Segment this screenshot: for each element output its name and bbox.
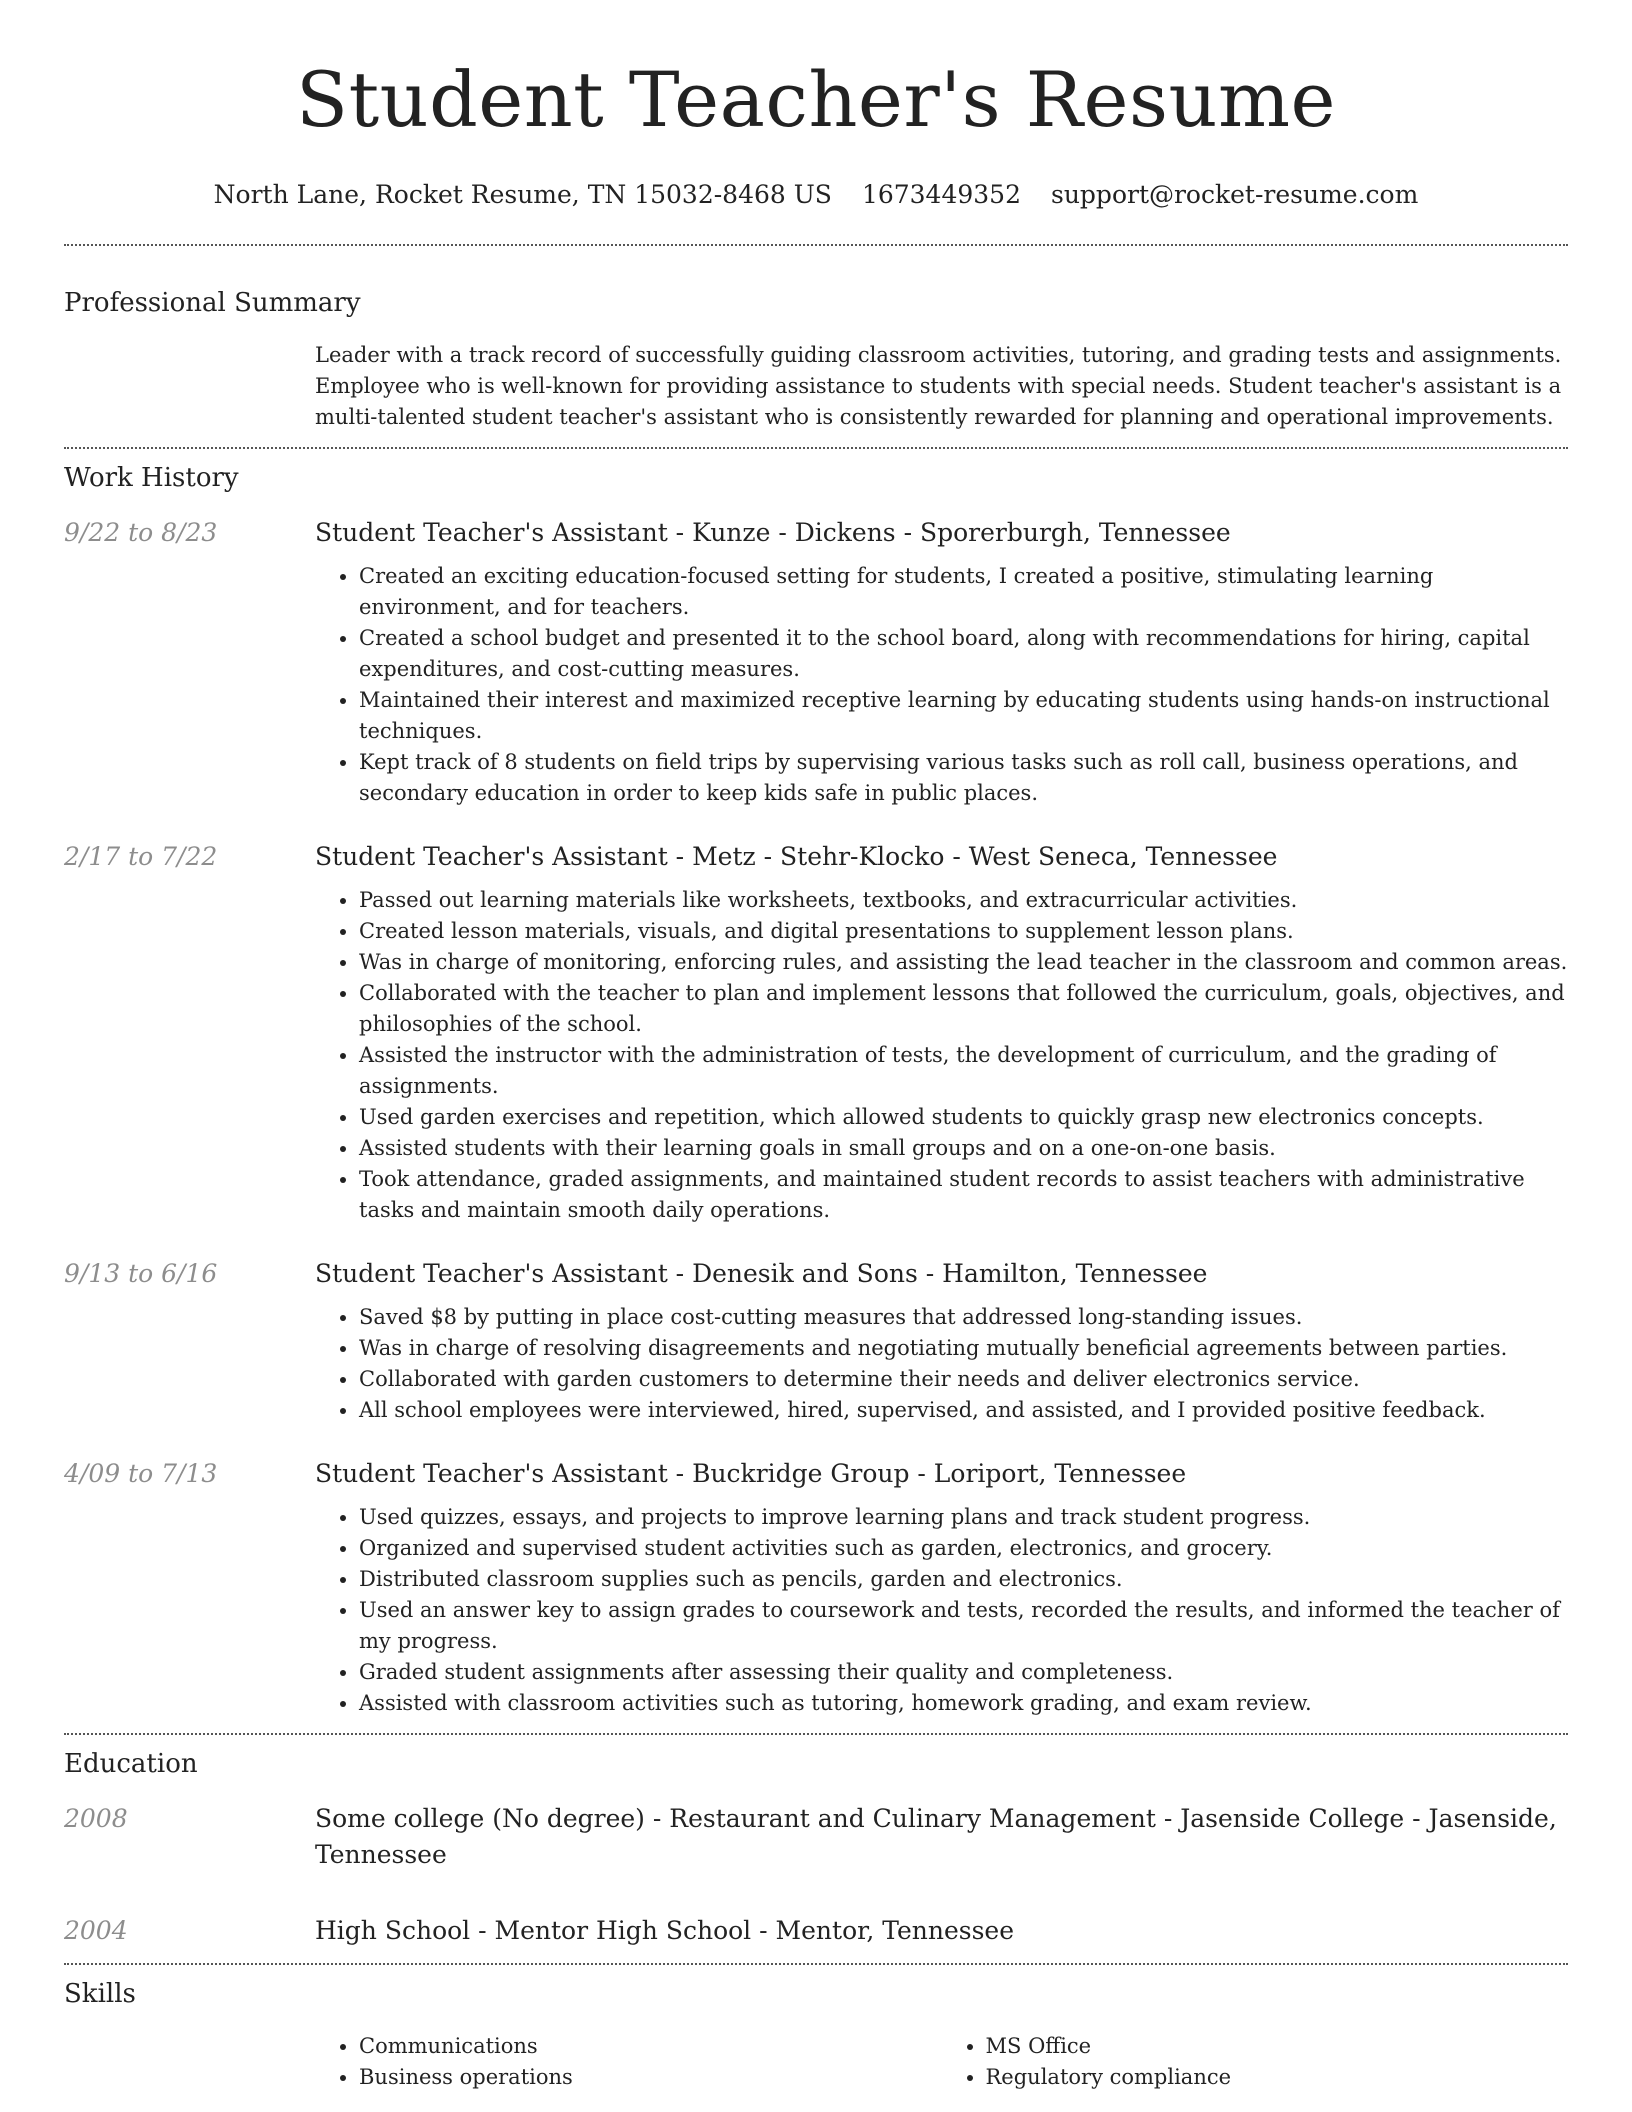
section-divider xyxy=(64,1733,1568,1735)
job-bullet: • Created lesson materials, visuals, and digital presentations to supplement lesson plans. xyxy=(359,916,1568,947)
job-title xyxy=(315,1456,1568,1492)
education-entry xyxy=(64,1801,1568,1873)
job-title xyxy=(315,1256,1568,1292)
job-title xyxy=(315,839,1568,875)
education-entry xyxy=(64,1913,1568,1949)
education-heading: Education xyxy=(64,1749,198,1779)
skill-item: • Business operations xyxy=(359,2062,942,2093)
job-body xyxy=(315,839,1568,1226)
job-bullet: • Took attendance, graded assignments, and maintained student records to assist teachers with administrative tasks and maintain smooth daily operations. xyxy=(359,1164,1568,1226)
job-dates: 4/09 to 7/13 xyxy=(64,1459,218,1488)
skill-item: • MS Office xyxy=(986,2031,1569,2062)
job-bullets xyxy=(315,561,1568,809)
job-details: - Kunze - Dickens - Sporerburgh, Tennessee xyxy=(667,518,1231,547)
job-bullets xyxy=(315,885,1568,1226)
education-year: 2004 xyxy=(64,1916,128,1945)
job-bullet: • Kept track of 8 students on field trips by supervising various tasks such as roll call, business operations, and secondary education in order to keep kids safe in public places. xyxy=(359,747,1568,809)
job-entry xyxy=(64,1456,1568,1719)
job-details: - Metz - Stehr-Klocko - West Seneca, Tennessee xyxy=(667,842,1278,871)
skills-heading: Skills xyxy=(64,1979,136,2009)
summary-heading: Professional Summary xyxy=(64,288,361,318)
job-title xyxy=(315,515,1568,551)
skill-item: • Communications xyxy=(359,2031,942,2062)
education-year: 2008 xyxy=(64,1804,128,1833)
job-bullet: • Passed out learning materials like worksheets, textbooks, and extracurricular activities. xyxy=(359,885,1568,916)
job-dates: 2/17 to 7/22 xyxy=(64,842,218,871)
job-bullet: • Saved $8 by putting in place cost-cutting measures that addressed long-standing issues. xyxy=(359,1302,1568,1333)
section-divider xyxy=(64,244,1568,246)
resume-title: Student Teacher's Resume xyxy=(296,55,1336,144)
work-history-heading: Work History xyxy=(64,463,239,493)
job-bullet: • Used garden exercises and repetition, which allowed students to quickly grasp new electronics concepts. xyxy=(359,1102,1568,1133)
contact-phone: 1673449352 xyxy=(861,180,1021,209)
work-history-list xyxy=(64,515,1568,1719)
contact-email: support@rocket-resume.com xyxy=(1051,180,1419,209)
summary-section xyxy=(64,286,1568,447)
job-bullet: • Used an answer key to assign grades to coursework and tests, recorded the results, and informed the teacher of my progress. xyxy=(359,1595,1568,1657)
skills-list-left xyxy=(315,2031,942,2093)
job-details: - Buckridge Group - Loriport, Tennessee xyxy=(667,1459,1187,1488)
contact-address: North Lane, Rocket Resume, TN 15032-8468 US xyxy=(213,180,832,209)
job-bullet: • Organized and supervised student activities such as garden, electronics, and grocery. xyxy=(359,1533,1568,1564)
job-bullet: • Collaborated with the teacher to plan and implement lessons that followed the curriculum, goals, objectives, and philosophies of the school. xyxy=(359,978,1568,1040)
education-body xyxy=(315,1913,1568,1949)
job-body xyxy=(315,1256,1568,1426)
job-role: Student Teacher's Assistant xyxy=(315,1459,668,1488)
job-bullet: • Created a school budget and presented it to the school board, along with recommendations for hiring, capital expenditures, and cost-cutting measures. xyxy=(359,623,1568,685)
education-list xyxy=(64,1801,1568,1949)
skills-list-right xyxy=(942,2031,1569,2093)
job-bullet: • Created an exciting education-focused setting for students, I created a positive, stimulating learning environment, and for teachers. xyxy=(359,561,1568,623)
contact-line xyxy=(64,178,1568,212)
job-entry xyxy=(64,839,1568,1226)
skills-columns xyxy=(315,2031,1568,2093)
job-bullet: • All school employees were interviewed, hired, supervised, and assisted, and I provided positive feedback. xyxy=(359,1395,1568,1426)
job-dates: 9/22 to 8/23 xyxy=(64,518,218,547)
job-bullet: • Graded student assignments after assessing their quality and completeness. xyxy=(359,1657,1568,1688)
job-entry xyxy=(64,1256,1568,1426)
education-section xyxy=(64,1747,1568,1963)
skill-item: • Regulatory compliance xyxy=(986,2062,1569,2093)
job-bullet: • Used quizzes, essays, and projects to improve learning plans and track student progress. xyxy=(359,1502,1568,1533)
job-bullets xyxy=(315,1502,1568,1719)
job-entry xyxy=(64,515,1568,809)
job-role: Student Teacher's Assistant xyxy=(315,1259,668,1288)
job-bullet: • Distributed classroom supplies such as pencils, garden and electronics. xyxy=(359,1564,1568,1595)
work-history-section xyxy=(64,461,1568,1733)
job-body xyxy=(315,515,1568,809)
job-dates: 9/13 to 6/16 xyxy=(64,1259,218,1288)
job-body xyxy=(315,1456,1568,1719)
education-text: High School - Mentor High School - Mentor, Tennessee xyxy=(315,1916,1014,1945)
job-bullet: • Maintained their interest and maximized receptive learning by educating students using hands-on instructional techniques. xyxy=(359,685,1568,747)
section-divider xyxy=(64,447,1568,449)
section-divider xyxy=(64,1963,1568,1965)
summary-text: Leader with a track record of successfully guiding classroom activities, tutoring, and grading tests and assignments. Employee who is well-known for providing assistance to students with special needs. Student teacher's assistant is a multi-talented student teacher's assistant who is consistently rewarded for planning and operational improvements. xyxy=(315,343,1562,429)
job-bullet: • Assisted students with their learning goals in small groups and on a one-on-one basis. xyxy=(359,1133,1568,1164)
job-role: Student Teacher's Assistant xyxy=(315,842,668,871)
job-bullets xyxy=(315,1302,1568,1426)
job-bullet: • Assisted the instructor with the administration of tests, the development of curriculum, and the grading of assignments. xyxy=(359,1040,1568,1102)
skills-section xyxy=(64,1977,1568,2093)
job-bullet: • Assisted with classroom activities such as tutoring, homework grading, and exam review. xyxy=(359,1688,1568,1719)
education-body xyxy=(315,1801,1568,1873)
job-details: - Denesik and Sons - Hamilton, Tennessee xyxy=(667,1259,1208,1288)
job-role: Student Teacher's Assistant xyxy=(315,518,668,547)
job-bullet: • Was in charge of monitoring, enforcing rules, and assisting the lead teacher in the classroom and common areas. xyxy=(359,947,1568,978)
education-text: Some college (No degree) - Restaurant and Culinary Management - Jasenside College - Jasenside, Tennessee xyxy=(315,1804,1557,1869)
job-bullet: • Was in charge of resolving disagreements and negotiating mutually beneficial agreements between parties. xyxy=(359,1333,1568,1364)
job-bullet: • Collaborated with garden customers to determine their needs and deliver electronics service. xyxy=(359,1364,1568,1395)
